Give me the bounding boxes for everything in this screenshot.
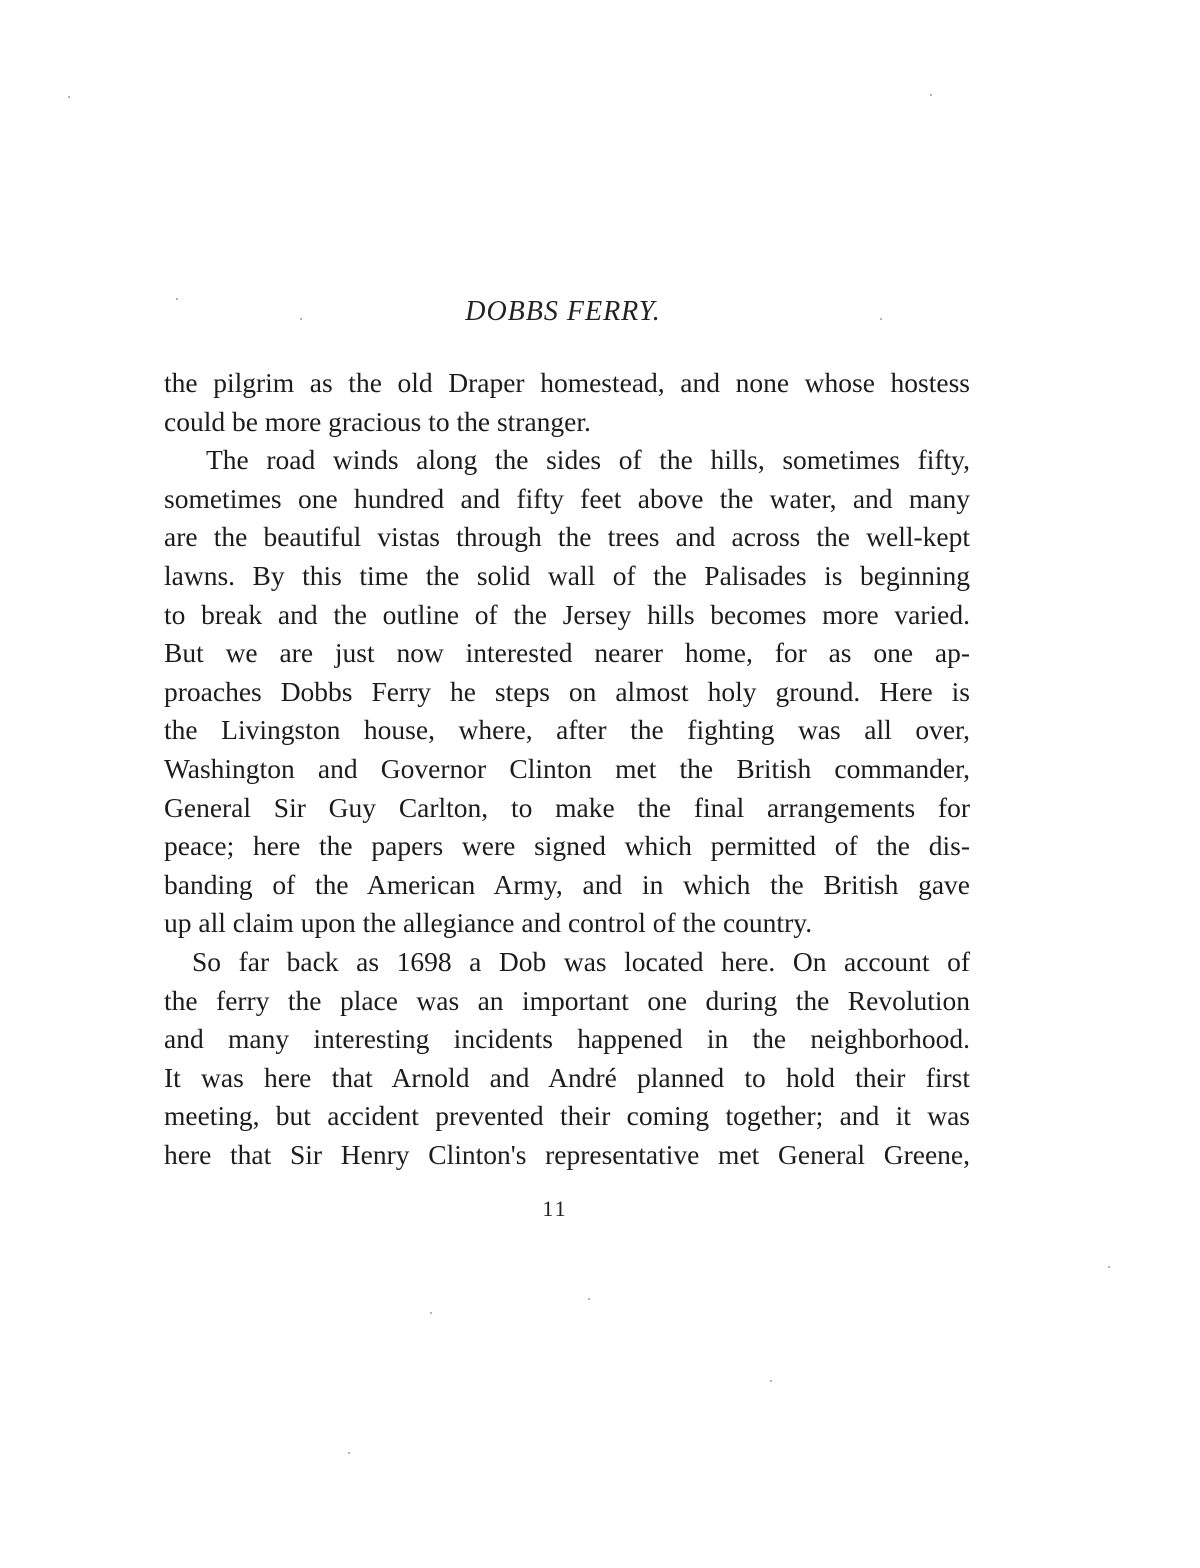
body-text	[164, 364, 970, 1174]
text-line: and many interesting incidents happened in the neighborhood.	[164, 1023, 970, 1055]
text-line: up all claim upon the allegiance and control of the country.	[164, 907, 813, 939]
running-title: DOBBS FERRY.	[465, 296, 661, 327]
text-line: proaches Dobbs Ferry he steps on almost holy ground. Here is	[164, 675, 970, 707]
paper-speck	[176, 298, 178, 300]
text-line: are the beautiful vistas through the trees and across the well-kept	[164, 521, 970, 553]
paper-speck	[588, 1298, 590, 1300]
paper-speck	[880, 318, 882, 320]
text-line: So far back as 1698 a Dob was located here. On account of	[192, 945, 970, 977]
text-line: lawns. By this time the solid wall of the Palisades is beginning	[164, 559, 970, 591]
text-line: peace; here the papers were signed which permitted of the dis-	[164, 830, 970, 862]
text-line: the ferry the place was an important one during the Revolution	[164, 984, 970, 1016]
text-line: But we are just now interested nearer home, for as one ap-	[164, 637, 970, 669]
paper-speck	[300, 318, 302, 320]
page-number: 11	[542, 1196, 568, 1221]
text-line: the pilgrim as the old Draper homestead, and none whose hostess	[164, 367, 970, 398]
text-line: to break and the outline of the Jersey hills becomes more varied.	[164, 598, 970, 630]
text-line: the Livingston house, where, after the fighting was all over,	[164, 714, 970, 746]
text-line: could be more gracious to the stranger.	[164, 405, 591, 437]
paper-speck	[68, 96, 70, 98]
text-line: Washington and Governor Clinton met the British commander,	[164, 752, 970, 784]
text-line: meeting, but accident prevented their coming together; and it was	[164, 1100, 970, 1132]
text-line: It was here that Arnold and André planned to hold their first	[164, 1061, 970, 1093]
text-line: banding of the American Army, and in which the British gave	[164, 868, 970, 900]
text-line: sometimes one hundred and fifty feet above the water, and many	[164, 482, 970, 514]
paper-speck	[348, 1452, 350, 1454]
text-line: The road winds along the sides of the hills, sometimes fifty,	[206, 444, 970, 476]
paper-speck	[770, 1380, 772, 1382]
text-line: General Sir Guy Carlton, to make the final arrangements for	[164, 791, 970, 823]
paper-speck	[1108, 1266, 1110, 1268]
paper-speck	[930, 94, 932, 96]
paper-speck	[430, 1312, 432, 1314]
text-line: here that Sir Henry Clinton's representative met General Greene,	[164, 1138, 970, 1170]
